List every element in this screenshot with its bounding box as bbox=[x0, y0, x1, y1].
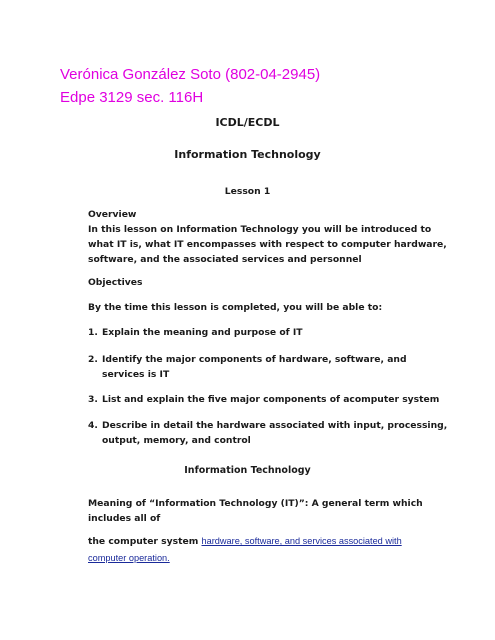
subject-title: Information Technology bbox=[174, 148, 321, 161]
objectives-intro: By the time this lesson is completed, you will be able to: bbox=[88, 302, 383, 313]
objective-text: List and explain the five major components of acomputer system bbox=[102, 394, 440, 405]
section-heading: Information Technology bbox=[184, 465, 311, 476]
author-line: Verónica González Soto (802-04-2945) bbox=[60, 66, 321, 83]
objective-item-3 bbox=[88, 392, 448, 407]
meaning-line-2: includes all of bbox=[88, 513, 161, 524]
objective-text: output, memory, and control bbox=[102, 435, 251, 446]
objective-item-4 bbox=[88, 418, 448, 448]
meaning-paragraph bbox=[88, 496, 448, 526]
meaning-line-1: Meaning of “Information Technology (IT)”: A general term which bbox=[88, 498, 423, 509]
objective-number: 2. bbox=[88, 354, 98, 365]
definition-link-part-2[interactable]: computer operation. bbox=[88, 553, 170, 563]
definition-prefix: the computer system bbox=[88, 536, 202, 547]
overview-heading: Overview bbox=[88, 209, 137, 220]
course-line: Edpe 3129 sec. 116H bbox=[60, 89, 204, 106]
objective-number: 1. bbox=[88, 327, 98, 338]
lesson-title: Lesson 1 bbox=[224, 186, 271, 197]
objective-number: 4. bbox=[88, 420, 98, 431]
definition-paragraph bbox=[88, 533, 458, 567]
overview-section bbox=[88, 207, 448, 267]
overview-line-3: software, and the associated services and personnel bbox=[88, 254, 362, 265]
objectives-heading: Objectives bbox=[88, 277, 143, 288]
definition-link-part-1[interactable]: hardware, software, and services associated with bbox=[201, 536, 402, 546]
objective-text: Describe in detail the hardware associated with input, processing, bbox=[102, 420, 448, 431]
objective-text: Explain the meaning and purpose of IT bbox=[102, 327, 303, 338]
objective-text: Identify the major components of hardware, software, and bbox=[102, 354, 407, 365]
objective-item-1 bbox=[88, 325, 448, 340]
overview-line-2: what IT is, what IT encompasses with respect to computer hardware, bbox=[88, 239, 447, 250]
objective-text: services is IT bbox=[102, 369, 170, 380]
main-title: ICDL/ECDL bbox=[215, 116, 280, 129]
objective-item-2 bbox=[88, 352, 448, 382]
objective-number: 3. bbox=[88, 394, 98, 405]
overview-line-1: In this lesson on Information Technology you will be introduced to bbox=[88, 224, 432, 235]
